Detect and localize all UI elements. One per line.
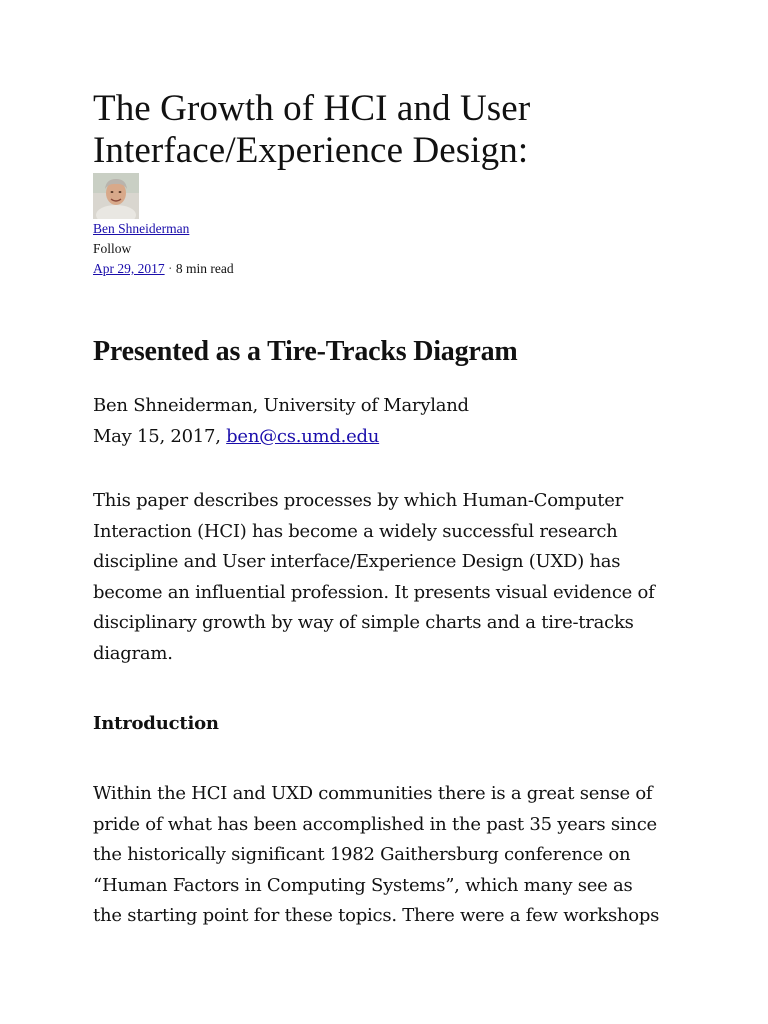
follow-link[interactable]: Follow bbox=[93, 241, 132, 256]
email-link[interactable]: ben@cs.umd.edu bbox=[226, 425, 380, 447]
meta-separator: · bbox=[168, 261, 173, 276]
publish-date-link[interactable]: Apr 29, 2017 bbox=[93, 261, 165, 276]
author-photo bbox=[93, 173, 139, 219]
date-line: May 15, 2017, bbox=[93, 425, 227, 447]
affiliation-block bbox=[93, 391, 693, 452]
article-title bbox=[93, 88, 693, 172]
intro-line: pride of what has been accomplished in the past 35 years since bbox=[93, 813, 657, 835]
abstract-line: Interaction (HCI) has become a widely successful research bbox=[93, 520, 618, 542]
author-name-link[interactable]: Ben Shneiderman bbox=[93, 221, 190, 236]
author-avatar[interactable] bbox=[93, 173, 139, 219]
intro-paragraph bbox=[93, 779, 693, 932]
abstract-paragraph bbox=[93, 486, 693, 669]
abstract-line: This paper describes processes by which Human-Computer bbox=[93, 490, 623, 511]
intro-line: the starting point for these topics. There were a few workshops bbox=[93, 905, 660, 926]
title-line-2: Interface/Experience Design: bbox=[93, 130, 529, 171]
section-heading-introduction: Introduction bbox=[93, 713, 219, 734]
article-subtitle: Presented as a Tire-Tracks Diagram bbox=[93, 336, 518, 367]
abstract-line: diagram. bbox=[93, 642, 173, 664]
title-line-1: The Growth of HCI and User bbox=[93, 88, 531, 129]
abstract-line: disciplinary growth by way of simple charts and a tire-tracks bbox=[93, 612, 634, 633]
abstract-line: discipline and User interface/Experience Design (UXD) has bbox=[93, 551, 621, 572]
abstract-line: become an influential profession. It presents visual evidence of bbox=[93, 581, 655, 603]
read-time: 8 min read bbox=[175, 261, 234, 276]
intro-line: Within the HCI and UXD communities there is a great sense of bbox=[93, 783, 653, 804]
article bbox=[93, 88, 693, 932]
intro-line: the historically significant 1982 Gaithersburg conference on bbox=[93, 844, 631, 865]
intro-line: “Human Factors in Computing Systems”, which many see as bbox=[93, 874, 633, 896]
author-meta bbox=[93, 219, 693, 279]
affiliation-line: Ben Shneiderman, University of Maryland bbox=[93, 395, 469, 416]
